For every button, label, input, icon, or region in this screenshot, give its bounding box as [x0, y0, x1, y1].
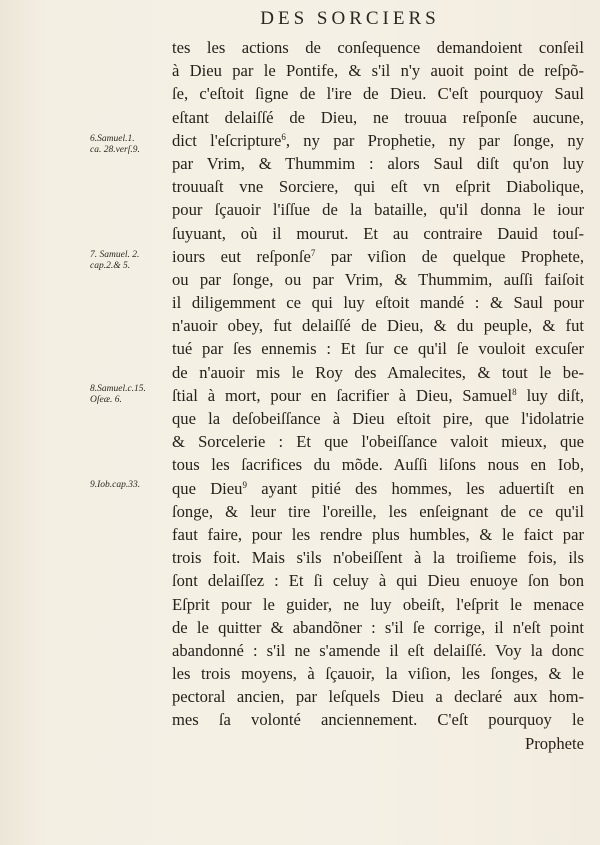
footnote-marker: 7 — [310, 247, 316, 258]
text-line — [172, 685, 584, 708]
body-text — [172, 36, 584, 755]
text-line — [172, 361, 584, 384]
text-line — [172, 546, 584, 569]
text-line — [172, 593, 584, 616]
text-line-main: ſont delaiſſez : Et ſi celuy à qui Dieu enuoye ſon bon — [172, 571, 584, 591]
margin-note-line: 8.Samuel.c.15. — [90, 384, 146, 394]
text-line-main: que la deſobeiſſance à Dieu eſtoit pire, que l'idolatrie — [172, 409, 584, 428]
text-line — [172, 616, 584, 639]
text-line-main: Prophete — [525, 733, 584, 753]
text-line-main: de n'auoir mis le Roy des Amalecites, & tout le be- — [172, 362, 584, 382]
margin-note-line: 6.Samuel.1. — [90, 134, 135, 144]
text-line — [172, 337, 584, 360]
text-line — [172, 407, 584, 430]
text-line — [172, 268, 584, 291]
margin-note-7 — [90, 250, 168, 272]
text-line-main: dict l'eſcripture — [172, 130, 282, 150]
text-line — [172, 198, 584, 221]
text-line-main: ſtial à mort, pour en ſacrifier à Dieu, Samuel — [172, 385, 513, 405]
margin-note-8 — [90, 384, 168, 406]
text-line-main: Eſprit pour le guider, ne luy obeiſt, l'eſprit le menace — [172, 594, 584, 614]
margin-note-9 — [90, 480, 168, 491]
text-line-main: à Dieu par le Pontife, & s'il n'y auoit point de reſpõ- — [172, 61, 584, 81]
text-line — [172, 59, 584, 82]
text-line — [172, 639, 584, 662]
margin-note-6 — [90, 134, 168, 156]
text-line — [172, 384, 584, 407]
text-line — [172, 477, 584, 500]
text-line — [172, 175, 584, 198]
text-line-main: ſuyuant, où il mourut. Et au contraire Dauid touſ- — [172, 223, 584, 243]
text-line — [172, 245, 584, 268]
text-line-main: eſtant delaiſſé de Dieu, ne trouua reſponſe aucune, — [172, 107, 584, 127]
text-line — [172, 36, 584, 59]
text-line-main: ſonge, & leur tire l'oreille, les enſeignant de ce qu'il — [172, 501, 584, 521]
text-line-main: il diligemment ce qui luy eſtoit mandé : & Saul pour — [172, 293, 584, 313]
text-line-main: & Sorcelerie : Et que l'obeiſſance valoit mieux, que — [172, 432, 584, 452]
text-line — [172, 291, 584, 314]
margin-note-line: ca. 28.verſ.9. — [90, 145, 140, 155]
footnote-marker: 8 — [512, 386, 517, 397]
text-line-main: tes les actions de conſequence demandoient conſeil — [172, 38, 584, 57]
text-line-continuation: par viſion de quelque Prophete, — [315, 246, 584, 266]
text-line-main: tué par ſes ennemis : Et ſur ce qu'il ſe vouloit excuſer — [172, 339, 584, 359]
text-line-main: les trois moyens, à ſçauoir, la viſion, les ſonges, & le — [172, 664, 584, 684]
text-line — [172, 708, 584, 731]
text-line — [172, 569, 584, 592]
text-line-continuation: , ny par Prophetie, ny par ſonge, ny — [285, 130, 585, 150]
text-line-main: trouuaſt vne Sorciere, qui eſt vn eſprit Diabolique, — [172, 177, 584, 197]
text-line — [172, 222, 584, 245]
running-head — [0, 8, 600, 30]
text-line-main: ſe, c'eſtoit ſigne de l'ire de Dieu. C'eſt pourquoy Saul — [172, 84, 584, 104]
text-line-main: ou par ſonge, ou par Vrim, & Thummim, auſſi faiſoit — [172, 269, 584, 289]
text-line — [172, 106, 584, 129]
text-line-main: mes ſa volonté anciennement. C'eſt pourquoy le — [172, 710, 584, 730]
margin-note-line: 9.Iob.cap.33. — [90, 480, 141, 490]
text-line-main: par Vrim, & Thummim : alors Saul diſt qu'on luy — [172, 153, 584, 173]
text-line — [172, 129, 584, 152]
running-head-text: DES SORCIERS — [260, 8, 440, 29]
text-line-continuation: luy diſt, — [516, 385, 584, 405]
margin-note-line: cap.2.& 5. — [90, 261, 131, 271]
text-line-main: pour ſçauoir l'iſſue de la bataille, qu'il donna le iour — [172, 200, 584, 220]
text-line — [172, 500, 584, 523]
text-line-main: de le quitter & abandõner : s'il ſe corrige, il n'eſt point — [172, 617, 584, 637]
footnote-marker: 9 — [242, 479, 247, 490]
text-line — [172, 662, 584, 685]
text-line-main: trois foit. Mais s'ils n'obeiſſent à la troiſieme fois, ils — [172, 548, 584, 568]
text-line-main: n'auoir obey, fut delaiſſé de Dieu, & du peuple, & fut — [172, 316, 584, 336]
text-line — [172, 732, 584, 755]
text-line-main: abandonné : s'il ne s'amende il eſt delaiſſé. Voy la donc — [172, 640, 584, 660]
footnote-marker: 6 — [281, 131, 286, 142]
text-line-main: faut faire, pour les rendre plus humbles, & le faict par — [172, 524, 584, 544]
text-line-main: pectoral ancien, par leſquels Dieu a declaré aux hom- — [172, 687, 584, 707]
text-line — [172, 314, 584, 337]
text-line — [172, 430, 584, 453]
text-line-continuation: ayant pitié des hommes, les aduertiſt en — [246, 478, 584, 498]
text-line — [172, 152, 584, 175]
text-line — [172, 82, 584, 105]
text-line-main: que Dieu — [172, 478, 243, 498]
margin-note-line: 7. Samuel. 2. — [90, 250, 140, 260]
text-line-main: tous les ſacrifices du mõde. Auſſi liſons nous en Iob, — [172, 455, 584, 475]
margin-note-line: Oſeæ. 6. — [90, 395, 122, 405]
text-line — [172, 523, 584, 546]
text-line — [172, 453, 584, 476]
text-line-main: iours eut reſponſe — [172, 246, 311, 266]
